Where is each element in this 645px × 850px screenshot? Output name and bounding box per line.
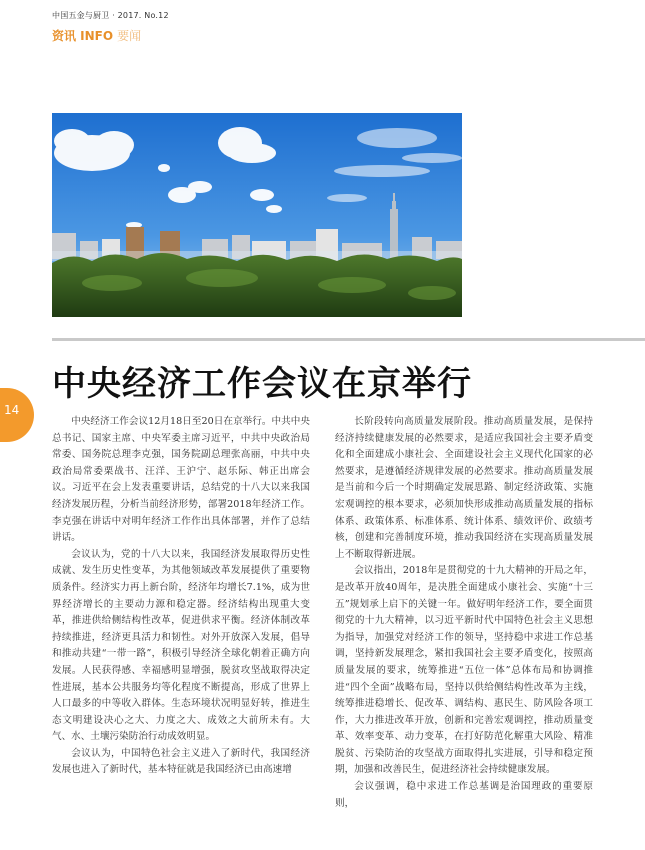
- hero-photo-skyline: [52, 113, 462, 317]
- paragraph: 会议强调，稳中求进工作总基调是治国理政的重要原则，: [335, 781, 593, 809]
- title-divider: [52, 338, 645, 341]
- page-number: 14: [4, 403, 20, 417]
- article-title: 中央经济工作会议在京举行: [52, 364, 472, 404]
- section-sub-label: 要闻: [117, 29, 142, 43]
- paragraph: 会议认为，党的十八大以来，我国经济发展取得历史性成就、发生历史性变革，为其他领域改革发展提供了重要物质条件。经济实力再上新台阶，经济年均增长7.1%，成为世界经济增长的主要动力源和稳定器。经济结构出现重大变革，推进供给侧结构性改革，促进供求平衡。经济体制改革持续推进，经济更具活力和韧性。对外开放深入发展，倡导和推动共建“一带一路”，积极引导经济全球化朝着正确方向发展。人民获得感、幸福感明显增强，脱贫攻坚战取得决定性进展，基本公共服务均等化程度不断提高，形成了世界上人口最多的中等收入群体。生态环境状况明显好转，推进生态文明建设决心之大、力度之大、成效之大前所未有。大气、水、土壤污染防治行动成效明显。: [52, 548, 310, 743]
- paragraph: 中央经济工作会议12月18日至20日在京举行。中共中央总书记、国家主席、中央军委主席习近平，中共中央政治局常委、国务院总理李克强，国务院副总理张高丽，中共中央政治局常委栗战书、汪洋、王沪宁、赵乐际、韩正出席会议。习近平在会上发表重要讲话，总结党的十八大以来我国经济发展历程，分析当前经济形势，部署2018年经济工作。李克强在讲话中对明年经济工作作出具体部署，并作了总结讲话。: [52, 416, 310, 544]
- article-column-right: [335, 414, 593, 812]
- paragraph: 会议指出，2018年是贯彻党的十九大精神的开局之年，是改革开放40周年，是决胜全面建成小康社会、实施“十三五”规划承上启下的关键一年。做好明年经济工作，要全面贯彻党的十九大精神，以习近平新时代中国特色社会主义思想为指导，加强党对经济工作的领导，坚持稳中求进工作总基调，坚持新发展理念，紧扣我国社会主要矛盾变化，按照高质量发展的要求，统筹推进“五位一体”总体布局和协调推进“四个全面”战略布局，坚持以供给侧结构性改革为主线，统筹推进稳增长、促改革、调结构、惠民生、防风险各项工作，大力推进改革开放，创新和完善宏观调控，推动质量变革、效率变革、动力变革，在打好防范化解重大风险、精准脱贫、污染防治的攻坚战方面取得扎实进展，引导和稳定预期，加强和改善民生，促进经济社会持续健康发展。: [335, 565, 593, 776]
- section-tag: [52, 27, 141, 44]
- section-label: 资讯 INFO: [52, 29, 114, 43]
- magazine-header: 中国五金与厨卫 · 2017. No.12: [52, 11, 169, 20]
- skyline-illustration: [52, 113, 462, 317]
- article-column-left: [52, 414, 310, 779]
- paragraph: 长阶段转向高质量发展阶段。推动高质量发展，是保持经济持续健康发展的必然要求，是适应我国社会主要矛盾变化和全面建成小康社会、全面建设社会主义现代化国家的必然要求，是遵循经济规律发展的必然要求。推动高质量发展是当前和今后一个时期确定发展思路、制定经济政策、实施宏观调控的根本要求，必须加快形成推动高质量发展的指标体系、政策体系、标准体系、统计体系、绩效评价、政绩考核，创建和完善制度环境，推动我国经济在实现高质量发展上不断取得新进展。: [335, 416, 593, 560]
- paragraph: 会议认为，中国特色社会主义进入了新时代，我国经济发展也进入了新时代，基本特征就是我国经济已由高速增: [52, 747, 310, 776]
